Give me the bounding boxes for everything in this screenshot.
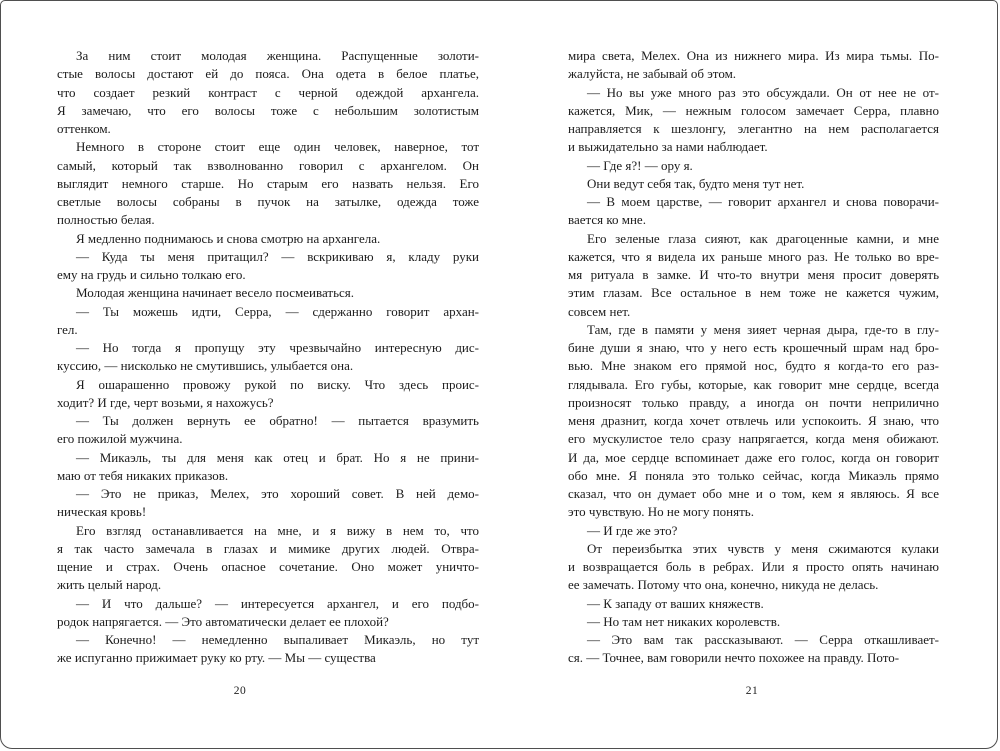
text-line: щение и страх. Очень опасное сочетание. Оно может уничто- xyxy=(57,559,479,574)
text-line: глядывала. Его губы, которые, как говорит мне сердце, всегда xyxy=(568,376,939,392)
text-line: гел. xyxy=(57,321,78,337)
text-line: — Но тогда я пропущу эту чрезвычайно интересную дис- xyxy=(76,340,479,355)
text-line: — Это не приказ, Мелех, это хороший совет. В ней демо- xyxy=(76,486,479,501)
text-line: светлые волосы собраны в пучок на затылке, одежда тоже xyxy=(57,194,479,209)
text-line: маю от тебя никаких приказов. xyxy=(57,467,229,483)
text-line: Его взгляд останавливается на мне, и я вижу в нем то, что xyxy=(76,522,479,538)
text-line: жалуйста, не забывай об этом. xyxy=(568,66,737,82)
text-line: его мускулистое тело сразу напрягается, когда меня обижают. xyxy=(568,431,939,447)
text-line: ему на грудь и сильно толкаю его. xyxy=(57,267,246,282)
text-line: вью. Мне знаком его прямой нос, будто я когда-то его раз- xyxy=(568,358,939,374)
text-line: И да, мое сердце вспоминает даже его голос, когда он говорит xyxy=(568,449,939,465)
text-line: — Ты должен вернуть ее обратно! — пытается вразумить xyxy=(76,413,479,428)
text-line: — Но вы уже много раз это обсуждали. Он от нее не от- xyxy=(587,84,939,100)
page-number-left: 20 xyxy=(233,685,247,697)
text-line: — Где я?! — ору я. xyxy=(587,157,693,173)
text-line: выглядит немного старше. Но старым его назвать нельзя. Его xyxy=(57,175,479,191)
text-line: — В моем царстве, — говорит архангел и снова поворачи- xyxy=(587,194,939,209)
text-line: вается ко мне. xyxy=(568,212,646,228)
text-line: совсем нет. xyxy=(568,303,631,319)
text-line: ся. — Точнее, вам говорили нечто похожее на правду. Пото- xyxy=(568,650,900,666)
text-line: же испуганно прижимает руку ко рту. — Мы — существа xyxy=(57,650,376,666)
text-line: обо мне. Я поняла это только сейчас, когда Микаэль прямо xyxy=(568,467,939,483)
text-line: мира света, Мелех. Она из нижнего мира. Из мира тьмы. По- xyxy=(568,48,939,63)
text-line: кажется, что я видела их раньше много раз. Не только во вре- xyxy=(568,248,939,264)
text-line: сказал, что он думает обо мне и о том, кем я являюсь. Я все xyxy=(568,486,939,501)
text-line: мя ритуала в замке. И что-то внутри меня просит доверять xyxy=(568,267,939,282)
text-line: — Это вам так рассказывают. — Серра откашливает- xyxy=(587,632,939,647)
text-line: — Куда ты меня притащил? — вскрикиваю я, кладу руки xyxy=(76,248,479,264)
text-line: самый, который так взволнованно говорил с архангелом. Он xyxy=(57,157,479,173)
text-line: жить целый народ. xyxy=(57,577,162,593)
text-line: Я медленно поднимаюсь и снова смотрю на архангела. xyxy=(76,230,381,246)
text-line: куссию, — нисколько не смутившись, улыбается она. xyxy=(57,358,354,374)
text-line: — Ты можешь идти, Серра, — сдержанно говорит архан- xyxy=(76,303,479,319)
text-line: меня дразнит, когда хочет отвлечь или успокоить. Я знаю, что xyxy=(568,413,939,428)
text-line: Молодая женщина начинает весело посмеиваться. xyxy=(76,285,355,301)
text-line: ее замечать. Потому что она, конечно, никуда не делась. xyxy=(568,577,879,593)
page-left-text xyxy=(57,47,479,668)
text-line: стые волосы достают ей до пояса. Она одета в белое платье, xyxy=(57,66,479,82)
text-line: Я ошарашенно провожу рукой по виску. Что здесь проис- xyxy=(76,376,479,392)
text-line: это чувствую. Но не могу понять. xyxy=(568,504,754,520)
text-line: Немного в стороне стоит еще один человек, наверное, тот xyxy=(76,139,479,155)
text-line: ходит? И где, черт возьми, я нахожусь? xyxy=(57,394,274,410)
text-line: и возвращается боль в ребрах. Или я просто опять начинаю xyxy=(568,559,939,574)
text-line: Они ведут себя так, будто меня тут нет. xyxy=(587,175,805,191)
text-line: родок напрягается. — Это автоматически делает ее плохой? xyxy=(57,613,389,629)
text-line: Его зеленые глаза сияют, как драгоценные камни, и мне xyxy=(587,230,939,246)
text-line: — Микаэль, ты для меня как отец и брат. Но я не прини- xyxy=(76,449,479,465)
text-line: Я замечаю, что его волосы тоже с небольшим золотистым xyxy=(57,102,479,118)
text-line: Там, где в памяти у меня зияет черная дыра, где-то в глу- xyxy=(587,321,939,337)
text-line: — К западу от ваших княжеств. xyxy=(587,595,764,611)
text-line: бине души я знаю, что у него есть крошечный шрам над бро- xyxy=(568,340,939,355)
text-line: — Конечно! — немедленно выпаливает Микаэль, но тут xyxy=(76,632,479,647)
text-line: — Но там нет никаких королевств. xyxy=(587,613,781,629)
text-line: ническая кровь! xyxy=(57,504,147,520)
text-line: что создает резкий контраст с черной одеждой архангела. xyxy=(57,84,479,100)
text-line: полностью белая. xyxy=(57,212,155,228)
text-line: этим глазам. Все остальное в нем тоже не кажется чужим, xyxy=(568,285,939,301)
text-line: я так часто замечала в глазах и мимике других людей. Отвра- xyxy=(57,540,479,556)
text-line: кажется, Мик, — нежным голосом замечает Серра, плавно xyxy=(568,102,939,118)
text-line: — И где же это? xyxy=(587,522,678,538)
text-line: — И что дальше? — интересуется архангел, и его подбо- xyxy=(76,595,479,611)
text-line: направляется к шезлонгу, элегантно на нем располагается xyxy=(568,121,939,136)
text-line: От переизбытка этих чувств у меня сжимаются кулаки xyxy=(587,540,939,556)
text-line: оттенком. xyxy=(57,121,111,136)
text-line: произносят только правду, а иногда он почти неприлично xyxy=(568,394,939,410)
page-number-right: 21 xyxy=(745,685,759,697)
page-right-text xyxy=(568,47,939,668)
text-line: его пожилой мужчина. xyxy=(57,431,183,447)
text-line: За ним стоит молодая женщина. Распущенные золоти- xyxy=(76,48,479,63)
text-line: и выжидательно за нами наблюдает. xyxy=(568,139,768,155)
